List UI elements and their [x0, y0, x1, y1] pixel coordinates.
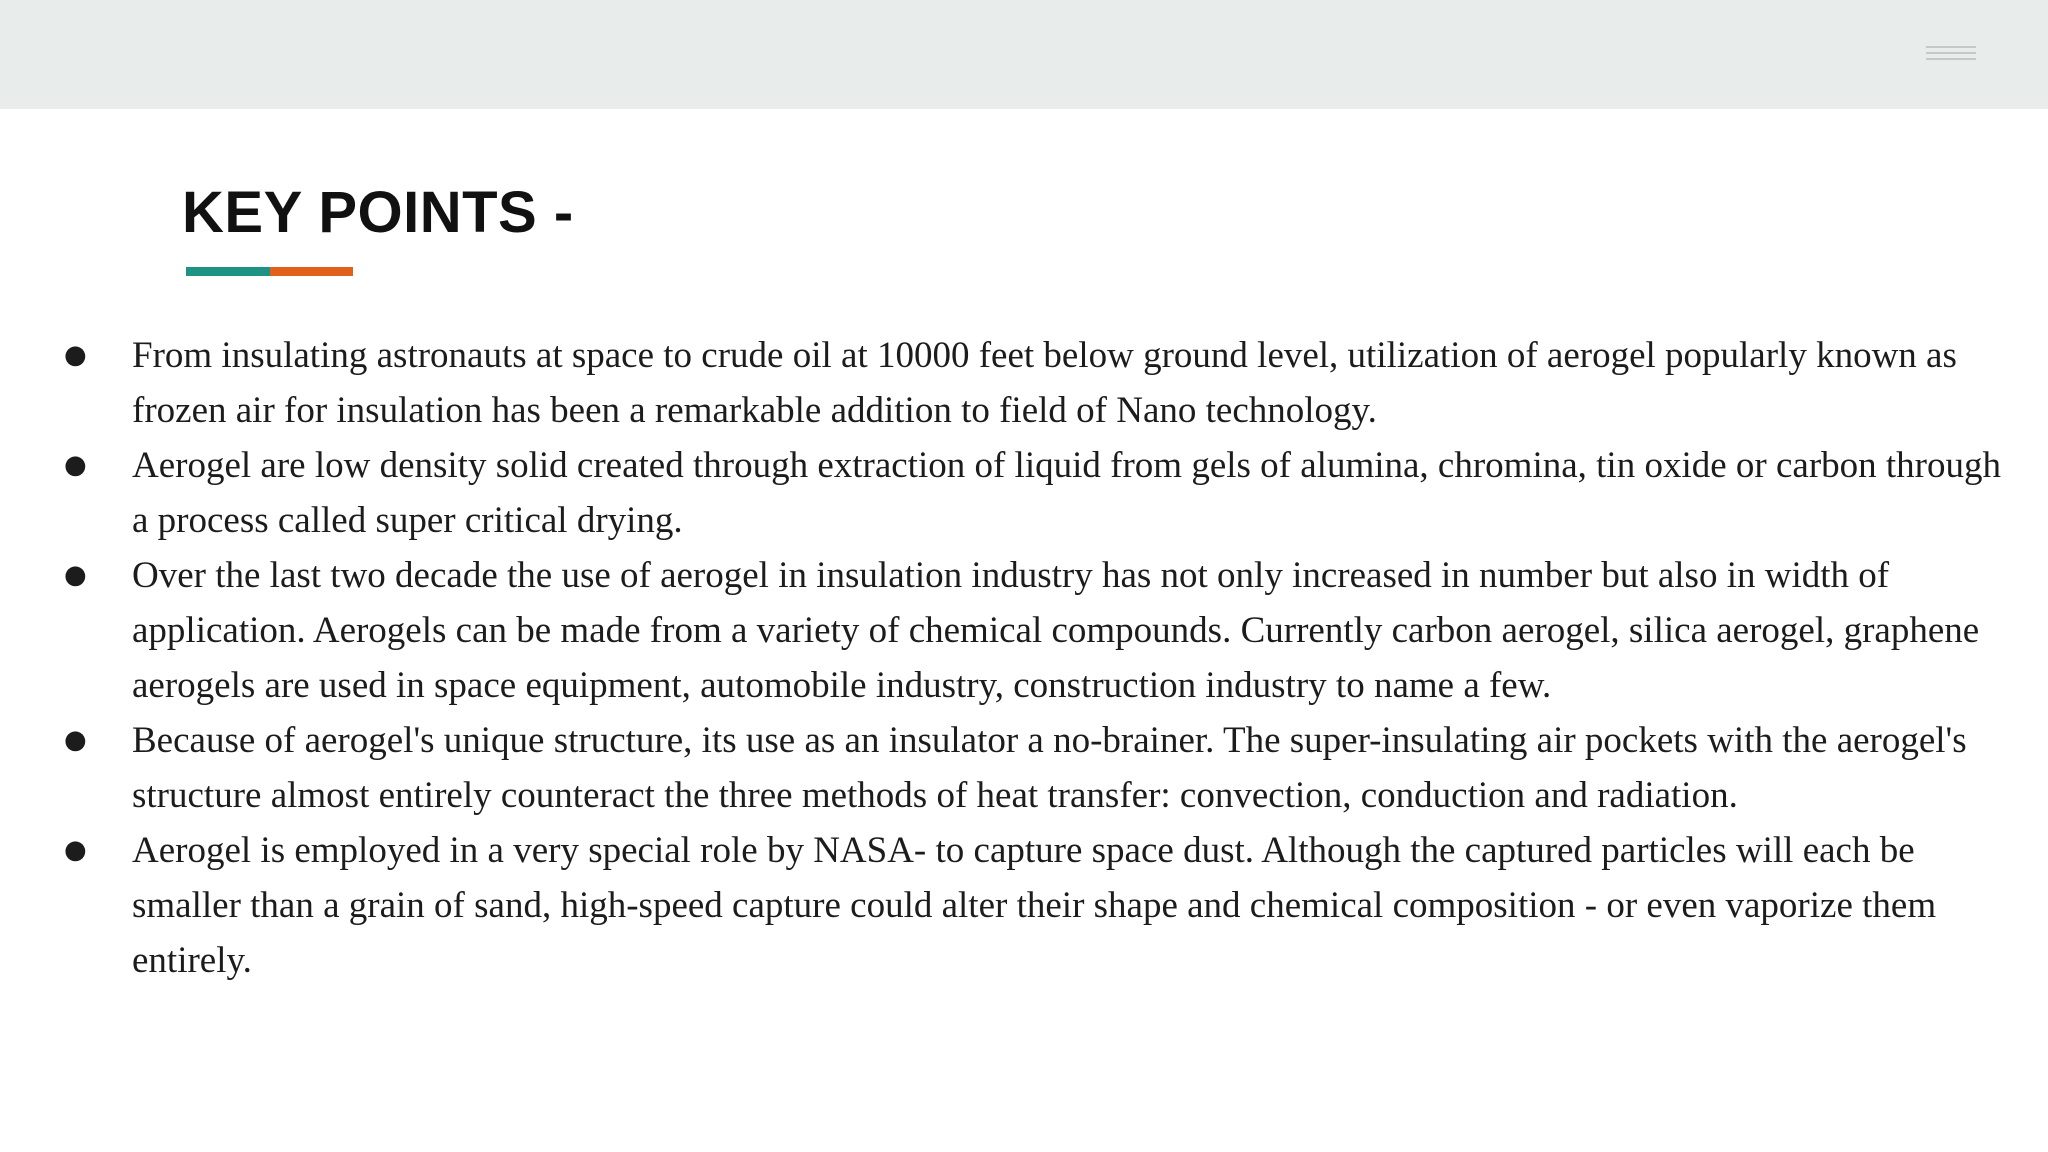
list-item	[60, 548, 2010, 713]
accent-orange-segment	[270, 267, 353, 276]
point-text: Aerogel are low density solid created through extraction of liquid from gels of alumina, chromina, tin oxide or carbon through a process called super critical drying.	[132, 445, 2002, 541]
slide-title: KEY POINTS -	[182, 180, 574, 245]
point-text: From insulating astronauts at space to crude oil at 10000 feet below ground level, utilization of aerogel popularly known as frozen air for insulation has been a remarkable addition to field of Nano technology.	[132, 335, 1957, 431]
menu-line	[1926, 46, 1976, 48]
bullet-dot-icon: ●	[64, 450, 87, 480]
menu-line	[1926, 52, 1976, 54]
bullet-dot-icon: ●	[64, 560, 87, 590]
list-item	[60, 438, 2010, 548]
list-item	[60, 328, 2010, 438]
list-item	[60, 823, 2010, 988]
menu-line	[1926, 58, 1976, 60]
accent-teal-segment	[186, 267, 270, 276]
point-text: Because of aerogel's unique structure, its use as an insulator a no-brainer. The super-insulating air pockets with the aerogel's structure almost entirely counteract the three methods of heat transfer: convection, conduction and radiation.	[132, 720, 1967, 816]
header-band	[0, 0, 2048, 109]
point-text: Over the last two decade the use of aerogel in insulation industry has not only increased in number but also in width of application. Aerogels can be made from a variety of chemical compounds. Currently carbon aerogel, silica aerogel, graphene aerogels are used in space equipment, automobile industry, construction industry to name a few.	[132, 555, 1980, 706]
hamburger-menu-icon[interactable]	[1926, 46, 1976, 62]
key-points-list	[60, 328, 2010, 988]
point-text: Aerogel is employed in a very special role by NASA- to capture space dust. Although the captured particles will each be smaller than a grain of sand, high-speed capture could alter their shape and chemical composition - or even vaporize them entirely.	[132, 830, 1937, 981]
bullet-dot-icon: ●	[64, 725, 87, 755]
title-accent-bar	[186, 267, 353, 276]
bullet-dot-icon: ●	[64, 835, 87, 865]
bullet-dot-icon: ●	[64, 340, 87, 370]
list-item	[60, 713, 2010, 823]
